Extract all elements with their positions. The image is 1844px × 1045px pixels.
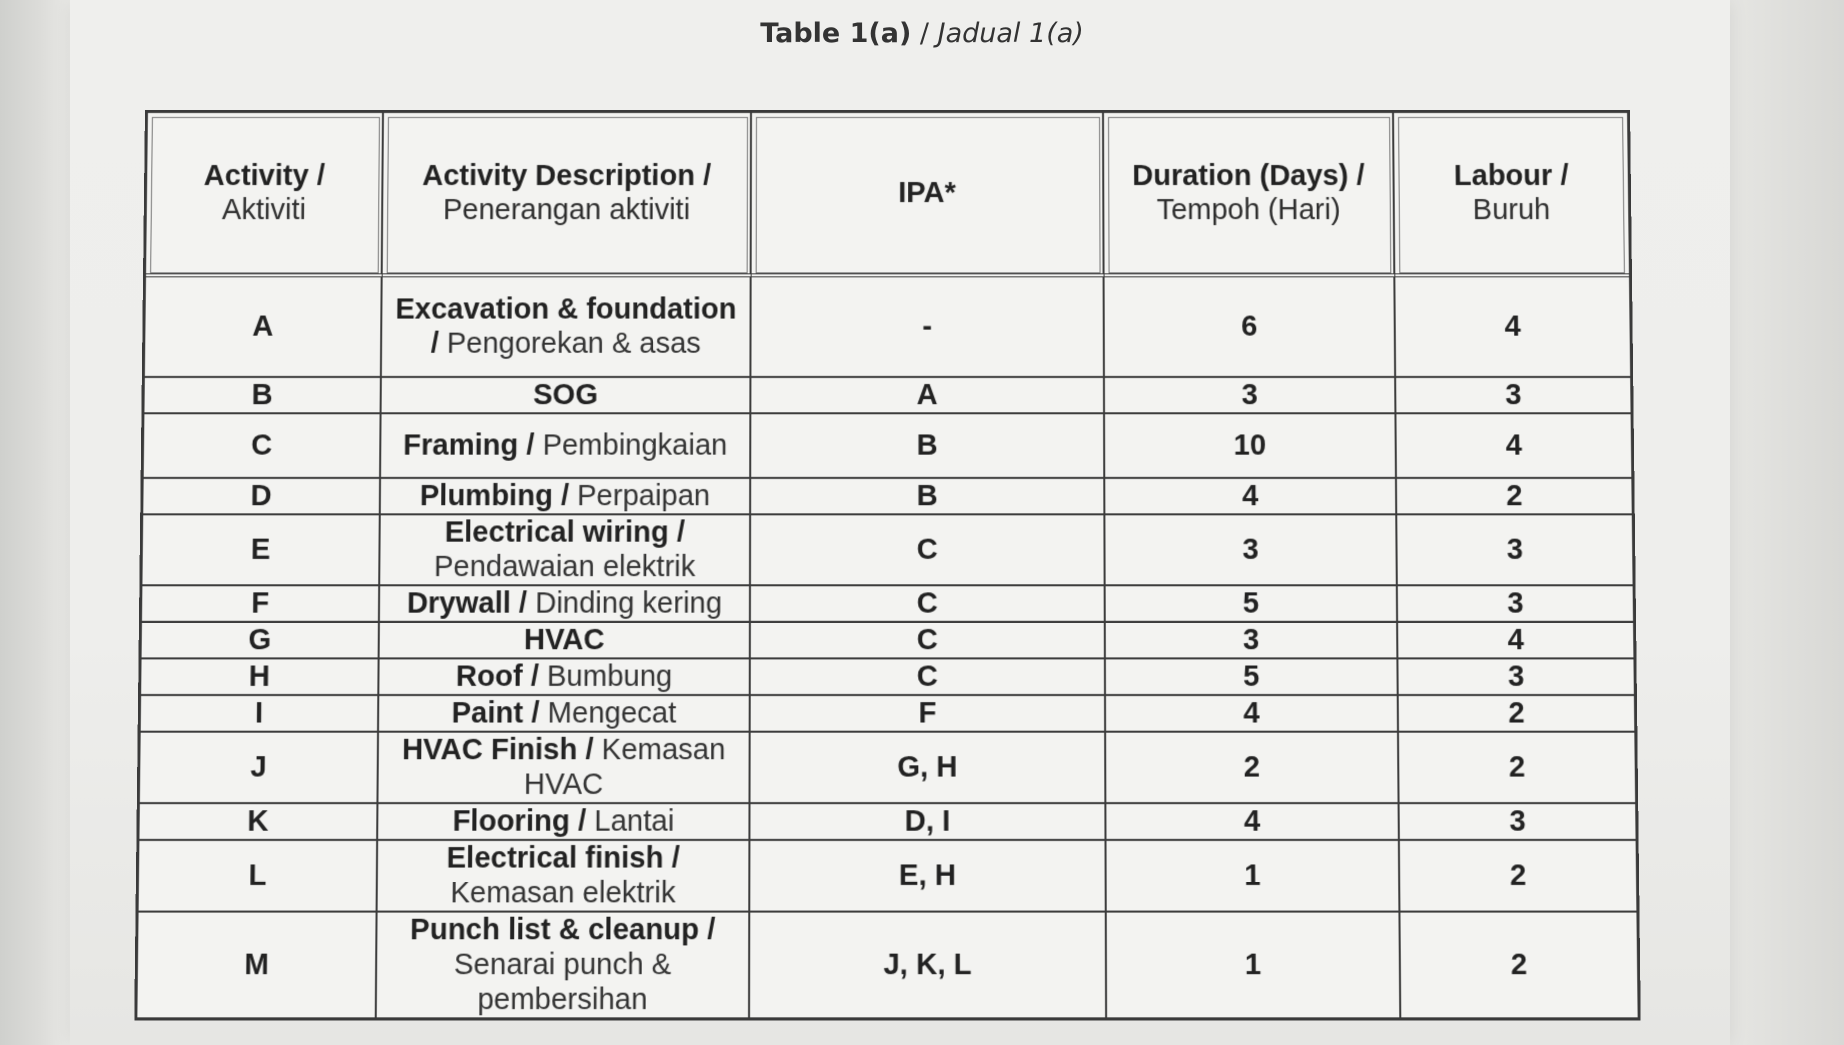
duration-cell: 3 [1106, 623, 1399, 660]
ipa-cell: C [751, 623, 1106, 660]
labour-cell: 4 [1398, 623, 1633, 660]
table-body [137, 277, 1637, 1017]
duration-cell: 4 [1106, 804, 1399, 841]
duration-cell: 5 [1106, 659, 1399, 696]
ipa-cell: - [751, 277, 1104, 378]
activity-cell: D [143, 479, 381, 515]
description-ms: Dinding kering [535, 587, 723, 620]
description-ms: Perpaipan [577, 479, 711, 513]
description-ms: Pembingkaian [542, 429, 728, 462]
duration-cell: 4 [1105, 479, 1397, 515]
description-en: Excavation & foundation [395, 293, 737, 326]
table-container [134, 110, 1640, 1020]
table-row [145, 277, 1630, 378]
description-ms: Lantai [594, 805, 675, 838]
header-ipa-en: IPA* [898, 177, 956, 210]
description-en: HVAC [523, 623, 605, 657]
description-ms: Bumbung [546, 660, 673, 693]
header-activity-en: Activity / [203, 160, 325, 193]
labour-cell: 2 [1510, 948, 1528, 982]
description-ms: Pengorekan & asas [446, 327, 701, 360]
labour-cell: 3 [1398, 659, 1633, 696]
caption-separator: / [919, 18, 930, 49]
description-separator: / [668, 516, 685, 549]
header-ipa [752, 113, 1105, 277]
duration-cell: 1 [1107, 913, 1402, 1018]
ipa-cell: D, I [750, 804, 1106, 841]
labour-cell: 3 [1396, 378, 1630, 414]
table-row [139, 841, 1637, 913]
description-separator: / [430, 327, 447, 360]
table-row [140, 733, 1635, 804]
header-labour-ms: Buruh [1472, 194, 1551, 227]
header-duration-en: Duration (Days) / [1132, 160, 1365, 193]
duration-cell: 2 [1106, 733, 1399, 804]
description-en: Plumbing [419, 479, 553, 513]
table-row [142, 586, 1633, 623]
description-ms: Mengecat [547, 697, 677, 730]
table-caption [0, 18, 1844, 49]
description-cell [382, 277, 752, 378]
description-en: Electrical finish [446, 841, 664, 875]
duration-cell: 3 [1105, 378, 1397, 414]
labour-cell: 2 [1400, 841, 1637, 913]
description-ms: Kemasan elektrik [450, 876, 676, 910]
description-en: Paint [451, 697, 524, 730]
labour-cell: 2 [1399, 696, 1635, 733]
description-cell [381, 479, 751, 515]
description-cell [377, 913, 751, 1018]
description-en: Framing [403, 429, 519, 462]
activity-cell: J [140, 733, 379, 804]
labour-cell: 2 [1399, 733, 1635, 804]
description-separator: / [523, 697, 548, 730]
labour-cell: 4 [1395, 277, 1630, 378]
description-ms: Pendawaian elektrik [433, 550, 696, 584]
labour-cell: 3 [1398, 586, 1633, 623]
header-row [146, 113, 1629, 277]
labour-cell: 4 [1396, 414, 1631, 479]
description-separator: / [569, 805, 595, 838]
description-en: HVAC Finish [401, 733, 578, 767]
labour-cell: 3 [1397, 515, 1632, 586]
description-cell [382, 378, 752, 414]
description-ms: Senarai punch & pembersihan [453, 948, 672, 1017]
description-cell [378, 733, 750, 804]
duration-cell: 10 [1105, 414, 1397, 479]
table-row [141, 696, 1635, 733]
ipa-cell: G, H [751, 733, 1107, 804]
duration-cell: 3 [1105, 515, 1397, 586]
table-row [139, 804, 1635, 841]
ipa-cell: C [751, 586, 1106, 623]
activity-cell: H [141, 659, 379, 696]
description-separator: / [522, 660, 548, 693]
header-description [383, 113, 752, 277]
ipa-cell: B [751, 479, 1105, 515]
description-en: Drywall [406, 587, 511, 620]
header-duration [1104, 113, 1395, 277]
description-cell [379, 659, 751, 696]
ipa-cell: F [751, 696, 1106, 733]
description-en: Electrical wiring [444, 516, 669, 549]
header-description-en: Activity Description / [422, 160, 712, 193]
description-en: Punch list & cleanup [410, 913, 700, 947]
description-ms: Kemasan HVAC [523, 733, 726, 802]
activity-cell: M [137, 913, 377, 1018]
description-separator: / [699, 913, 716, 947]
description-en: Flooring [452, 805, 570, 838]
description-separator: / [577, 733, 602, 767]
description-separator: / [510, 587, 536, 620]
ipa-cell: E, H [750, 841, 1106, 913]
table-row [142, 515, 1632, 586]
activity-cell: F [142, 586, 380, 623]
table-row [144, 378, 1630, 414]
activity-table [134, 110, 1640, 1020]
description-cell [378, 841, 751, 913]
description-cell [378, 804, 750, 841]
duration-cell: 5 [1106, 586, 1398, 623]
table-row [142, 623, 1634, 660]
duration-cell: 1 [1107, 841, 1401, 913]
header-activity-ms: Aktiviti [221, 194, 307, 227]
header-labour-en: Labour / [1453, 160, 1569, 193]
activity-cell: G [142, 623, 380, 660]
table-row [143, 479, 1632, 515]
caption-malay: Jadual 1(a) [937, 18, 1084, 49]
table-row [141, 659, 1634, 696]
description-separator: / [552, 479, 578, 513]
description-cell [380, 515, 751, 586]
ipa-cell: C [751, 515, 1106, 586]
caption-main: Table 1(a) [760, 18, 912, 49]
description-separator: / [518, 429, 543, 462]
description-en: SOG [533, 378, 599, 412]
labour-cell: 3 [1400, 804, 1636, 841]
ipa-cell: C [751, 659, 1106, 696]
ipa-cell: A [751, 378, 1105, 414]
description-en: Roof [455, 660, 523, 693]
description-separator: / [663, 841, 680, 875]
description-cell [379, 696, 751, 733]
header-activity [146, 113, 384, 277]
header-labour [1394, 113, 1629, 277]
activity-cell: K [139, 804, 378, 841]
duration-cell: 4 [1106, 696, 1399, 733]
header-duration-ms: Tempoh (Hari) [1156, 194, 1341, 227]
description-cell [380, 586, 751, 623]
header-description-ms: Penerangan aktiviti [442, 194, 691, 227]
activity-cell: A [145, 277, 383, 378]
table-row [137, 913, 1637, 1018]
activity-cell: L [139, 841, 379, 913]
duration-cell: 6 [1105, 277, 1397, 378]
ipa-cell: J, K, L [750, 913, 1107, 1018]
activity-cell: B [144, 378, 381, 414]
description-cell [380, 623, 751, 660]
activity-cell: C [144, 414, 382, 479]
table-row [144, 414, 1632, 479]
ipa-cell: B [751, 414, 1105, 479]
activity-cell: E [142, 515, 380, 586]
activity-cell: I [141, 696, 380, 733]
description-cell [381, 414, 751, 479]
labour-cell: 2 [1397, 479, 1632, 515]
